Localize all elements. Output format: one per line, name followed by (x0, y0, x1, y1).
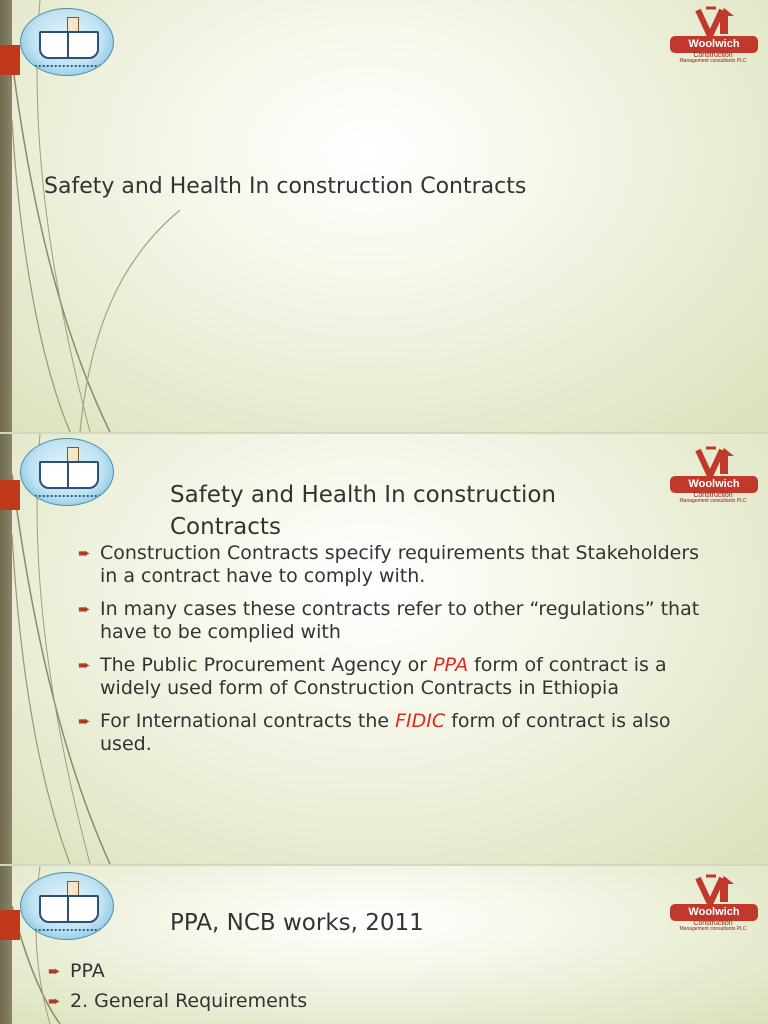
woolwich-logo: Woolwich Construction Management consultants PLC (668, 446, 760, 502)
ppa-highlight: PPA (433, 654, 469, 676)
accent-block (0, 910, 20, 940)
accent-block (0, 45, 20, 75)
list-item: ➨ PPA (48, 960, 105, 982)
university-seal-logo (20, 438, 114, 506)
arrow-bullet-icon: ➨ (78, 544, 91, 562)
list-item: ➨ For International contracts the FIDIC form of contract is also used. (78, 710, 671, 755)
slide-title: Safety and Health In construction Contracts (170, 482, 557, 540)
slide-1 (0, 0, 768, 432)
arrow-bullet-icon: ➨ (78, 712, 91, 730)
arrow-bullet-icon: ➨ (48, 992, 61, 1010)
list-item: ➨ 2. General Requirements (48, 990, 308, 1012)
slide-3 (0, 866, 768, 1024)
slide-title: PPA, NCB works, 2011 (170, 910, 424, 936)
bullet-list (48, 958, 648, 1014)
fidic-highlight: FIDIC (395, 710, 446, 732)
slide-2 (0, 434, 768, 864)
woolwich-logo: Woolwich Construction Management consultants PLC (668, 6, 760, 62)
arrow-bullet-icon: ➨ (78, 600, 91, 618)
arrow-bullet-icon: ➨ (48, 962, 61, 980)
slide-title: Safety and Health In construction Contracts (44, 174, 527, 199)
woolwich-logo: Woolwich Construction Management consultants PLC (668, 874, 760, 930)
bullet-list (78, 542, 718, 756)
list-item: ➨ In many cases these contracts refer to other “regulations” that have to be complied with (78, 598, 700, 643)
university-seal-logo (20, 872, 114, 940)
list-item: ➨ The Public Procurement Agency or PPA form of contract is a widely used form of Construction Contracts in Ethiopia (78, 654, 667, 699)
accent-block (0, 480, 20, 510)
arrow-bullet-icon: ➨ (78, 656, 91, 674)
list-item: ➨ Construction Contracts specify requirements that Stakeholders in a contract have to comply with. (78, 542, 700, 587)
university-seal-logo (20, 8, 114, 76)
